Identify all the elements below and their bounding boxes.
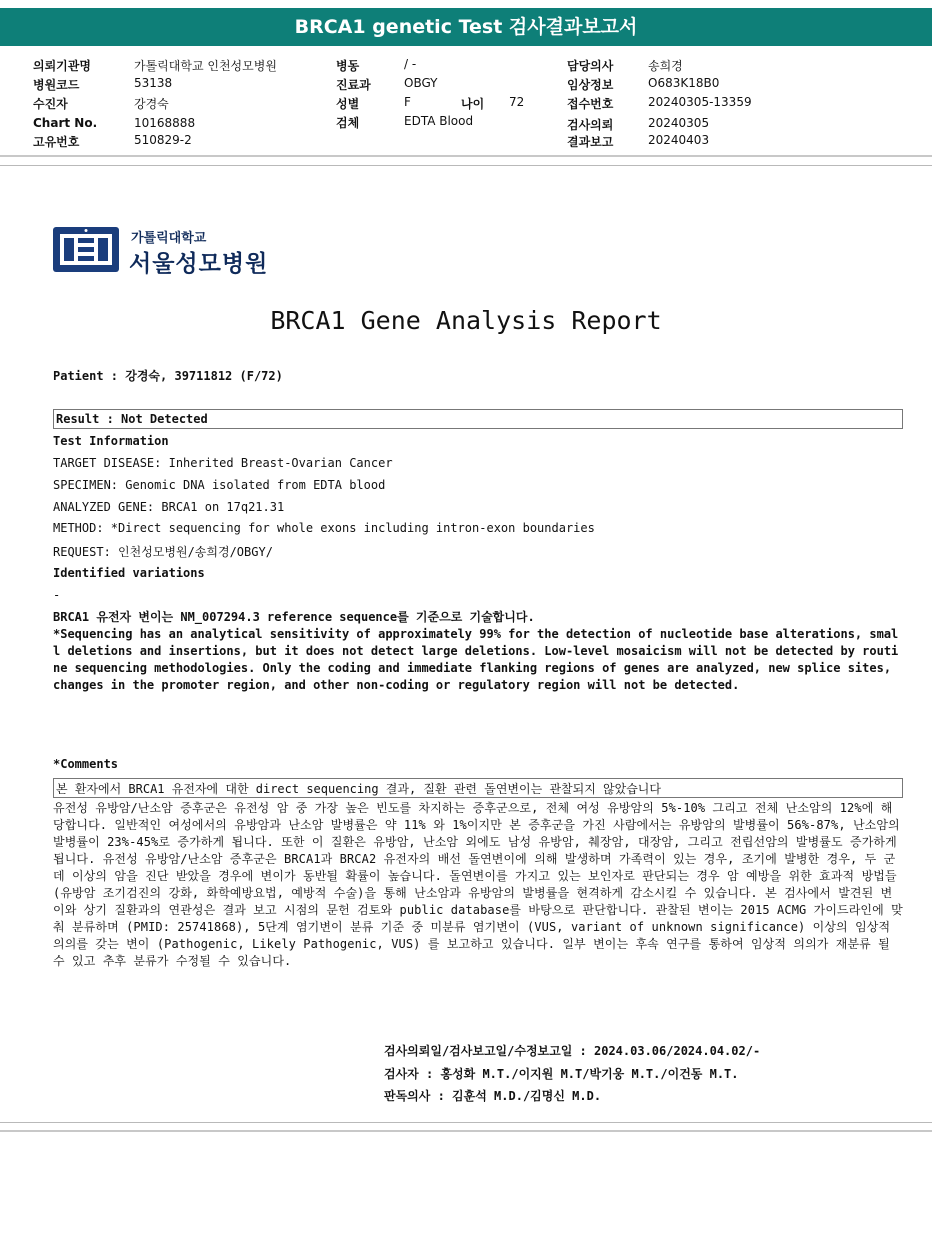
reference-sequence-note: BRCA1 유전자 변이는 NM_007294.3 reference sequence를 기준으로 기술합니다. [53, 610, 535, 624]
age-label: 나이 [461, 97, 485, 111]
reading-physician-line: 판독의사 : 김훈석 M.D./김명신 M.D. [384, 1089, 602, 1103]
specimen-label: 검체 [336, 116, 360, 130]
specimen-value: EDTA Blood [404, 114, 474, 128]
ward-label: 병동 [336, 59, 360, 73]
report-heading: BRCA1 Gene Analysis Report [270, 306, 662, 335]
test-information-heading: Test Information [53, 434, 169, 448]
identified-variations-heading: Identified variations [53, 566, 205, 580]
patient-name-value: 강경숙 [134, 97, 169, 111]
chart-number-label: Chart No. [33, 116, 98, 130]
report-dates-line: 검사의뢰일/검사보고일/수정보고일 : 2024.03.06/2024.04.02/- [384, 1044, 761, 1058]
catholic-university-seal-icon [52, 226, 120, 273]
request-info: REQUEST: 인천성모병원/송희경/OBGY/ [53, 545, 273, 559]
hospital-code-value: 53138 [134, 76, 173, 90]
header-divider-thin [0, 165, 932, 166]
sex-label: 성별 [336, 97, 360, 111]
analyzed-gene: ANALYZED GENE: BRCA1 on 17q21.31 [53, 500, 285, 514]
patient-line: Patient : 강경숙, 39711812 (F/72) [53, 369, 283, 383]
clinical-info-value: O683K18B0 [648, 76, 720, 90]
hospital-code-label: 병원코드 [33, 78, 80, 92]
sensitivity-note: *Sequencing has an analytical sensitivity of approximately 99% for the detection of nucleotide base alterations, small deletions and insertions, but it does not detect large deletions. Low-level mosaicism will not be detected by routine sequencing methodologies. Only the coding and immediate flanking regions of genes are analyzed, new splice sites, changes in the promoter region, and other non-coding or regulatory region will not be detected. [53, 627, 899, 692]
patient-name-label: 수진자 [33, 97, 68, 111]
attending-physician-label: 담당의사 [567, 59, 614, 73]
unique-number-label: 고유번호 [33, 135, 80, 149]
ward-value: / - [404, 57, 417, 71]
department-value: OBGY [404, 76, 438, 90]
target-disease: TARGET DISEASE: Inherited Breast-Ovarian Cancer [53, 456, 393, 470]
requesting-institution-label: 의뢰기관명 [33, 59, 91, 73]
receipt-number-value: 20240305-13359 [648, 95, 752, 109]
footer-divider-thick [0, 1130, 932, 1132]
chart-number-value: 10168888 [134, 116, 196, 130]
header-divider [0, 155, 932, 157]
specimen-info: SPECIMEN: Genomic DNA isolated from EDTA blood [53, 478, 386, 492]
sex-value: F [404, 95, 411, 109]
comments-heading: *Comments [53, 757, 119, 771]
test-request-date-value: 20240305 [648, 116, 710, 130]
logo-university-name: 가톨릭대학교 [131, 231, 207, 246]
comment-body: 유전성 유방암/난소암 증후군은 유전성 암 중 가장 높은 빈도를 차지하는 증후군으로, 전체 여성 유방암의 5%-10% 그리고 전체 난소암의 12%에 해당합니다. 일반적인 여성에서의 유방암과 난소암 발병률은 약 11% 와 1%이지만 본 증후군을 가진 사람에서는 유방암의 발병률이 56%-87%, 난소암의 발병률이 23%-45%로 증가하게 됩니다. 또한 이 질환은 유방암, 난소암 외에도 남성 유방암, 췌장암, 대장암, 그리고 전립선암의 발병률도 증가하게 됩니다. 유전성 유방암/난소암 증후군은 BRCA1과 BRCA2 유전자의 배선 돌연변이에 의해 발생하며 가족력이 있는 경우, 조기에 발병한 경우, 두 군데 이상의 암을 진단 받았을 경우에 변이가 동반될 확률이 높습니다. 돌연변이를 가지고 있는 보인자로 판단되는 경우 암 예방을 위한 효과적 방법들(유방암 조기검진의 강화, 화학예방요법, 예방적 수술)을 통해 난소암과 유방암의 발병률을 현격하게 감소시킬 수 있습니다. 본 검사에서 발견된 변이와 상기 질환과의 연관성은 결과 보고 시점의 문헌 검토와 public database를 바탕으로 판단합니다. 관찰된 변이는 2015 ACMG 가이드라인에 맞춰 분류하며 (PMID: 25741868), 5단계 염기변이 분류 기준 중 미분류 염기변이 (VUS, variant of unknown significance) 이상의 임상적 의의를 갖는 변이 (Pathogenic, Likely Pathogenic, VUS) 를 보고하고 있습니다. 일부 변이는 후속 연구를 통하여 임상적 의의가 재분류 될 수 있고 추후 분류가 수정될 수 있습니다. [53, 801, 903, 968]
result-text: Result : Not Detected [56, 412, 208, 426]
identified-variations-value: - [53, 588, 61, 602]
report-title-bar: BRCA1 genetic Test 검사결과보고서 [0, 8, 932, 46]
attending-physician-value: 송희경 [648, 59, 683, 73]
clinical-info-label: 임상정보 [567, 78, 614, 92]
method-info: METHOD: *Direct sequencing for whole exons including intron-exon boundaries [53, 521, 595, 535]
department-label: 진료과 [336, 78, 371, 92]
unique-number-value: 510829-2 [134, 133, 192, 147]
footer-divider [0, 1122, 932, 1123]
test-request-date-label: 검사의뢰 [567, 118, 614, 132]
examiners-line: 검사자 : 홍성화 M.T./이지원 M.T/박기웅 M.T./이건동 M.T. [384, 1067, 739, 1081]
logo-hospital-name: 서울성모병원 [129, 251, 269, 277]
requesting-institution-value: 가톨릭대학교 인천성모병원 [134, 59, 277, 73]
result-report-date-value: 20240403 [648, 133, 710, 147]
receipt-number-label: 접수번호 [567, 97, 614, 111]
result-report-date-label: 결과보고 [567, 135, 614, 149]
comment-box-text: 본 환자에서 BRCA1 유전자에 대한 direct sequencing 결과, 질환 관련 돌연변이는 관찰되지 않았습니다 [56, 782, 661, 796]
age-value: 72 [509, 95, 525, 109]
